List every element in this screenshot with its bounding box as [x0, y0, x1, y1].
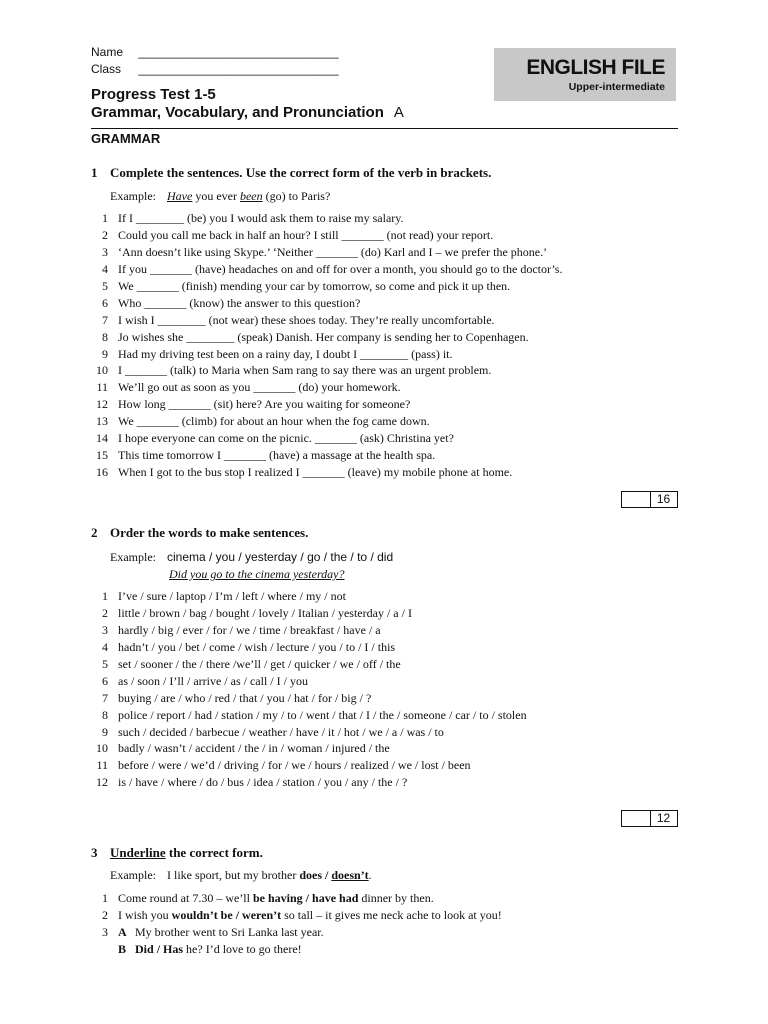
item-text: If I ________ (be) you I would ask them to raise my salary. [118, 211, 404, 225]
item-text: hardly / big / ever / for / we / time / breakfast / have / a [118, 622, 381, 637]
list-item [91, 413, 562, 430]
q3-item-list [91, 890, 502, 958]
item-number: 2 [102, 227, 108, 242]
list-item [91, 622, 527, 639]
list-item [91, 690, 527, 707]
name-label: Name [91, 45, 124, 59]
item-text: before / were / we’d / driving / for / we / hours / realized / we / lost / been [118, 758, 471, 773]
item-number: 1 [102, 589, 108, 603]
list-item [91, 588, 527, 605]
q3-example [110, 868, 372, 883]
item-text: little / brown / bag / bought / lovely / Italian / yesterday / a / I [118, 605, 412, 620]
list-item [91, 362, 562, 379]
item-text: I’ve / sure / laptop / I’m / left / where / my / not [118, 589, 346, 603]
item-number: 16 [96, 465, 108, 480]
list-item [91, 312, 562, 329]
item-number: 11 [96, 380, 108, 395]
item-text: Could you call me back in half an hour? I still _______ (not read) your report. [118, 227, 494, 242]
q1-score-input[interactable] [622, 492, 651, 507]
q3-example-label: Example: [110, 868, 156, 882]
item-number: 11 [96, 758, 108, 773]
list-item [91, 278, 562, 295]
item-number: 2 [102, 605, 108, 620]
q1-score-box [621, 491, 678, 508]
item-text: dinner by then. [358, 891, 434, 905]
test-subtitle [91, 104, 404, 121]
item-number: 9 [102, 346, 108, 361]
option-a[interactable]: Did [135, 942, 154, 956]
item-number: 3 [102, 622, 108, 637]
q1-heading [91, 165, 491, 181]
list-item [91, 210, 562, 227]
list-item [91, 757, 527, 774]
list-item [91, 890, 502, 907]
item-number: 7 [102, 690, 108, 705]
option-b[interactable]: weren’t [242, 908, 282, 922]
option-a[interactable]: wouldn’t be [171, 908, 233, 922]
item-text: is / have / where / do / bus / idea / station / you / any / the / ? [118, 775, 408, 790]
list-item [91, 346, 562, 363]
list-item [91, 724, 527, 741]
q1-example-text2: (go) to Paris? [262, 189, 331, 203]
item-text: I _______ (talk) to Maria when Sam rang to say there was an urgent problem. [118, 363, 492, 378]
item-number: 14 [96, 431, 108, 446]
item-number: 13 [96, 414, 108, 429]
item-number: 10 [96, 363, 108, 378]
list-item [91, 295, 562, 312]
item-text: How long _______ (sit) here? Are you waiting for someone? [118, 397, 411, 412]
list-item [91, 740, 527, 757]
q1-number: 1 [91, 165, 98, 180]
item-number: 5 [102, 278, 108, 293]
option-separator: / [302, 891, 313, 905]
item-text: such / decided / barbecue / weather / have / it / hot / we / a / was / to [118, 724, 444, 739]
q3-example-separator: / [321, 868, 332, 882]
q1-example-label: Example: [110, 189, 156, 203]
logo-subtitle: Upper-intermediate [568, 81, 665, 93]
item-number: 6 [102, 673, 108, 688]
class-field-row [91, 62, 339, 76]
q2-example-label: Example: [110, 550, 156, 564]
speaker-label: A [118, 925, 127, 939]
list-item [91, 707, 527, 724]
item-number: 2 [102, 908, 108, 922]
q3-example-option2[interactable]: doesn’t [331, 868, 369, 882]
q3-example-text1: I like sport, but my brother [167, 868, 300, 882]
english-file-logo [494, 48, 676, 101]
q1-instruction: Complete the sentences. Use the correct form of the verb in brackets. [110, 165, 492, 180]
list-item [91, 329, 562, 346]
q2-instruction: Order the words to make sentences. [110, 525, 309, 540]
list-item [91, 396, 562, 413]
item-text: Jo wishes she ________ (speak) Danish. Her company is sending her to Copenhagen. [118, 329, 529, 344]
item-number: 4 [102, 639, 108, 654]
item-text: he? I’d love to go there! [183, 942, 302, 956]
item-text: badly / wasn’t / accident / the / in / woman / injured / the [118, 741, 390, 756]
q2-number: 2 [91, 525, 98, 540]
q1-example-text1: you ever [192, 189, 240, 203]
list-item [91, 379, 562, 396]
list-item [91, 447, 562, 464]
list-item [91, 227, 562, 244]
item-number: 1 [102, 891, 108, 905]
test-title: Progress Test 1-5 [91, 86, 216, 103]
item-text: If you _______ (have) headaches on and off for over a month, you should go to the doctor’s. [118, 261, 563, 276]
option-separator: / [232, 908, 243, 922]
item-text: as / soon / I’ll / arrive / as / call / I / you [118, 673, 308, 688]
option-separator: / [153, 942, 164, 956]
item-number: 6 [102, 295, 108, 310]
q2-example [110, 550, 393, 565]
q2-score-total: 12 [656, 811, 671, 825]
list-item [91, 605, 527, 622]
speaker-label: B [118, 942, 127, 956]
item-number: 3 [102, 244, 108, 259]
item-text: This time tomorrow I _______ (have) a massage at the health spa. [118, 448, 436, 463]
item-text: ‘Ann doesn’t like using Skype.’ ‘Neither _______ (do) Karl and I – we prefer the phone.’ [118, 244, 548, 259]
subtitle-text: Grammar, Vocabulary, and Pronunciation [91, 104, 384, 121]
list-item [91, 244, 562, 261]
item-number: 15 [96, 448, 108, 463]
item-text: I wish I ________ (not wear) these shoes today. They’re really uncomfortable. [118, 312, 495, 327]
item-text: We _______ (climb) for about an hour when the fog came down. [118, 414, 430, 429]
q3-example-option1[interactable]: does [299, 868, 322, 882]
option-a[interactable]: be having [252, 891, 303, 905]
item-text: My brother went to Sri Lanka last year. [135, 925, 324, 939]
item-number: 12 [96, 397, 108, 412]
q3-instruction-rest: the correct form. [165, 845, 263, 860]
logo-title: ENGLISH FILE [526, 56, 665, 79]
item-number: 4 [102, 261, 108, 276]
list-item [91, 924, 502, 941]
list-item [91, 430, 562, 447]
test-version: A [393, 104, 404, 121]
q2-score-input[interactable] [622, 811, 651, 826]
list-item [91, 774, 527, 791]
list-item [91, 907, 502, 924]
name-line[interactable]: ______________________________ [138, 45, 339, 59]
q2-score-box [621, 810, 678, 827]
q1-example [110, 189, 330, 204]
item-text: Who _______ (know) the answer to this question? [118, 295, 361, 310]
item-number: 10 [96, 741, 108, 756]
header-divider [91, 128, 678, 129]
q2-example-answer: Did you go to the cinema yesterday? [169, 567, 345, 581]
item-number: 8 [102, 707, 108, 722]
item-number: 7 [102, 312, 108, 327]
list-item [91, 639, 527, 656]
item-text: I hope everyone can come on the picnic. _______ (ask) Christina yet? [118, 431, 454, 446]
q3-example-text2: . [368, 868, 372, 882]
q1-score-total: 16 [656, 492, 671, 506]
option-b[interactable]: Has [163, 942, 184, 956]
q1-item-list [91, 210, 562, 481]
section-heading: GRAMMAR [91, 131, 161, 146]
list-item [91, 656, 527, 673]
list-item [91, 464, 562, 481]
item-text: so tall – it gives me neck ache to look at you! [281, 908, 502, 922]
name-field-row [91, 45, 339, 59]
list-item [91, 941, 502, 958]
item-text: buying / are / who / red / that / you / hat / for / big / ? [118, 690, 372, 705]
item-text: Had my driving test been on a rainy day, I doubt I ________ (pass) it. [118, 346, 453, 361]
item-number: 5 [102, 656, 108, 671]
class-label: Class [91, 62, 122, 76]
item-text: set / sooner / the / there /we’ll / get / quicker / we / off / the [118, 656, 401, 671]
q1-example-word1: Have [167, 189, 193, 203]
option-b[interactable]: have had [312, 891, 359, 905]
list-item [91, 261, 562, 278]
item-number: 12 [96, 775, 108, 790]
q2-item-list [91, 588, 527, 791]
q3-heading [91, 845, 263, 861]
item-number: 1 [102, 211, 108, 225]
item-text: hadn’t / you / bet / come / wish / lecture / you / to / I / this [118, 639, 396, 654]
list-item [91, 673, 527, 690]
q2-example-words: cinema / you / yesterday / go / the / to / did [167, 550, 394, 564]
item-text: Come round at 7.30 – we’ll [118, 891, 253, 905]
q1-example-word2: been [239, 189, 263, 203]
item-text: I wish you [118, 908, 172, 922]
item-text: We’ll go out as soon as you _______ (do) your homework. [118, 380, 401, 395]
item-text: We _______ (finish) mending your car by tomorrow, so come and pick it up then. [118, 278, 511, 293]
item-number: 3 [102, 925, 108, 939]
item-number: 8 [102, 329, 108, 344]
q3-number: 3 [91, 845, 98, 860]
class-line[interactable]: ______________________________ [138, 62, 339, 76]
q2-heading [91, 525, 308, 541]
item-text: police / report / had / station / my / to / went / that / I / the / someone / car / to / stolen [118, 707, 527, 722]
item-text: When I got to the bus stop I realized I _______ (leave) my mobile phone at home. [118, 465, 513, 480]
item-number: 9 [102, 724, 108, 739]
q3-instruction-underlined: Underline [110, 845, 166, 860]
